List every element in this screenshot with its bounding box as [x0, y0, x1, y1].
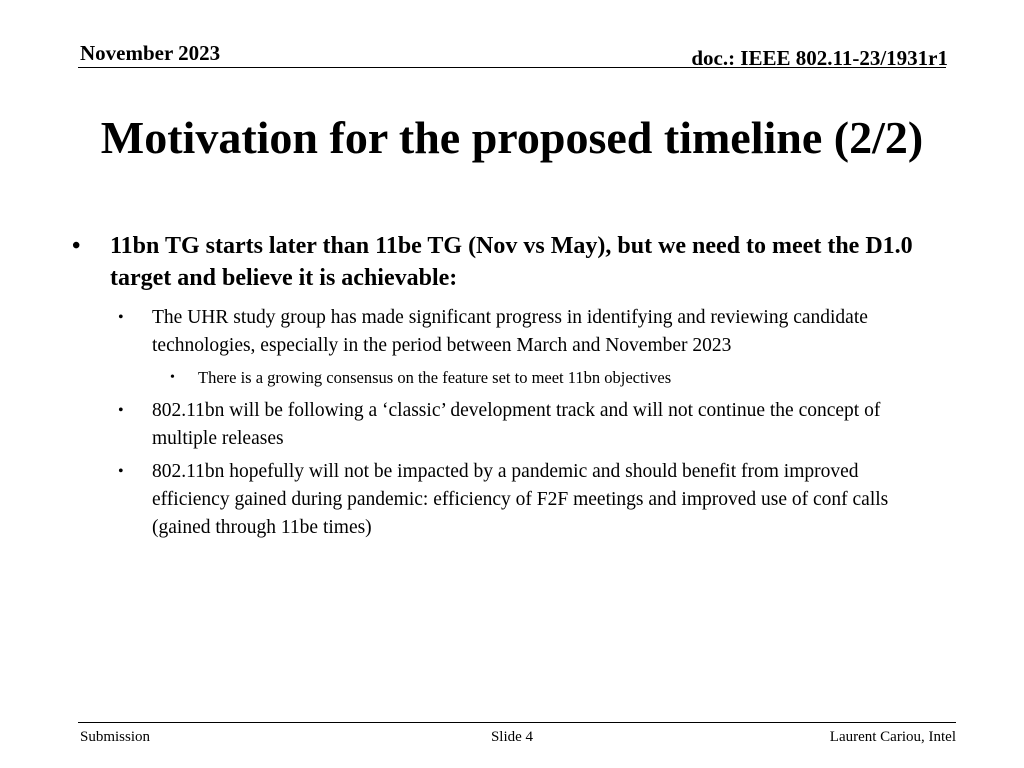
footer-slide-number: Slide 4 — [490, 729, 534, 745]
bullet-text: There is a growing consensus on the feature set to meet 11bn objectives — [198, 368, 672, 387]
header-date: November 2023 — [80, 41, 221, 65]
bullet-marker: • — [118, 463, 124, 480]
bullet-marker: • — [170, 370, 175, 385]
bullet-text: 802.11bn hopefully will not be impacted by a pandemic and should benefit from improved efficiency gained during pandemic: efficiency of F2F meetings and improved use of conf calls (gained through 11be times) — [152, 461, 889, 538]
bullet-marker: • — [72, 233, 81, 259]
bullet-text: The UHR study group has made significant progress in identifying and reviewing candidate technologies, especially in the period between March and November 2023 — [152, 307, 868, 356]
bullet-text: 802.11bn will be following a ‘classic’ development track and will not continue the concept of multiple releases — [152, 400, 881, 449]
header-doc-id: doc.: IEEE 802.11-23/1931r1 — [691, 46, 948, 70]
header-divider — [78, 67, 946, 68]
bullet-text: 11bn TG starts later than 11be TG (Nov vs May), but we need to meet the D1.0 target and believe it is achievable: — [110, 233, 913, 291]
footer-author: Laurent Cariou, Intel — [829, 729, 956, 745]
bullet-marker: • — [118, 402, 124, 419]
bullet-marker: • — [118, 309, 124, 326]
footer-submission: Submission — [80, 729, 151, 745]
footer-divider — [78, 722, 956, 723]
slide-title: Motivation for the proposed timeline (2/2) — [100, 112, 924, 163]
